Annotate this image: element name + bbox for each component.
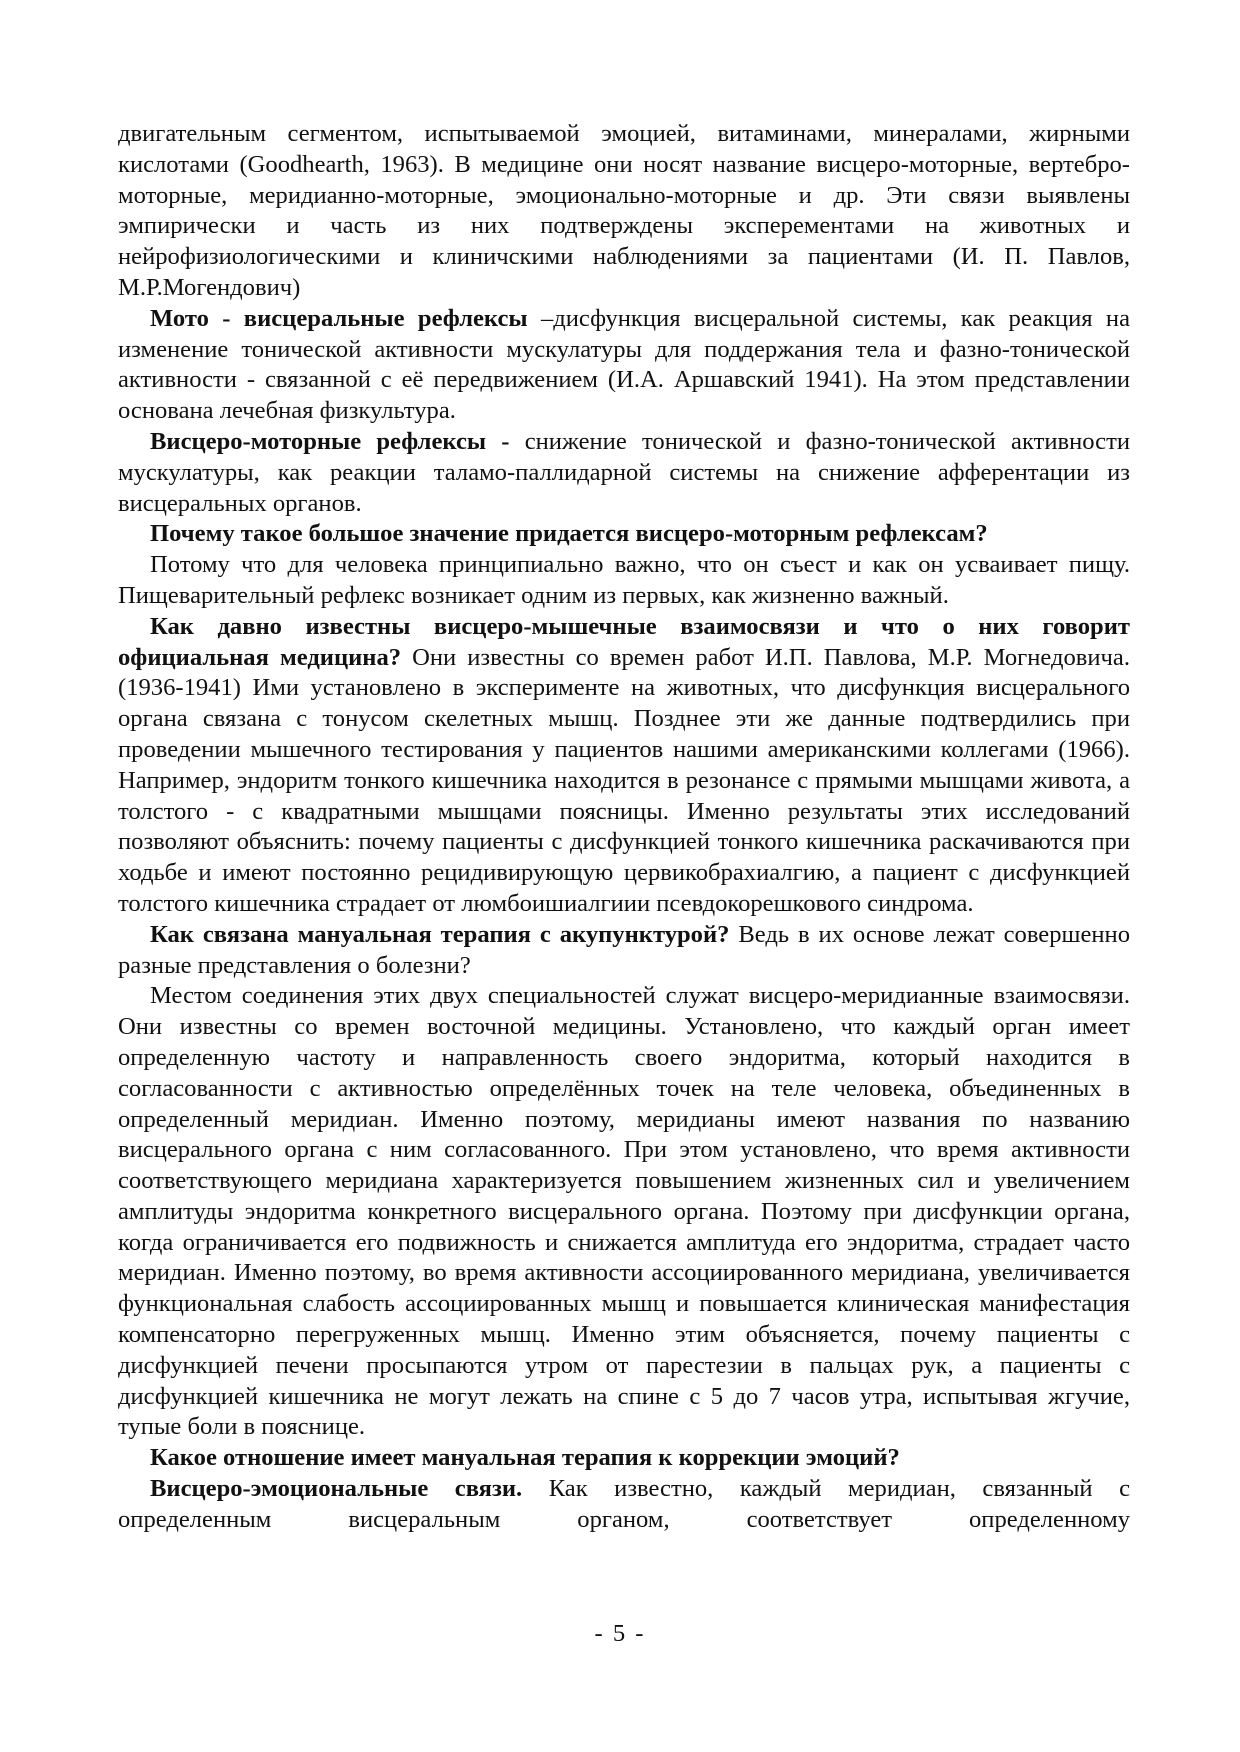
paragraph-text: Как известно, каждый меридиан, связанный с определенным висцеральным органом, соответствует определенному	[118, 1475, 1130, 1533]
term-visceral-emotional: Висцеро-эмоциональные связи.	[150, 1475, 523, 1503]
paragraph-visceral-motor-reflexes	[118, 427, 1130, 519]
paragraph-text: –дисфункция висцеральной системы, как реакция на изменение тонической активности мускулатуры для поддержания тела и фазно-тонической активности - связанной с её передвижением (И.А. Аршавский 1941). На этом представлении основана лечебная физкультура.	[118, 304, 1130, 425]
paragraph-visceral-muscle-history	[118, 612, 1130, 920]
paragraph-text: снижение тонической и фазно-тонической активности мускулатуры, как реакции таламо-паллидарной системы на снижение афферентации из висцеральных органов.	[118, 427, 1130, 517]
page-body	[118, 119, 1130, 1536]
paragraph-answer-importance: Потому что для человека принципиально важно, что он съест и как он усваивает пищу. Пищеварительный рефлекс возникает одним из первых, как жизненно важный.	[118, 551, 1130, 609]
paragraph-text: Ведь в их основе лежат совершенно разные представления о болезни?	[118, 920, 1130, 979]
paragraph-text: Они известны со времен работ И.П. Павлова, М.Р. Могнедовича.(1936-1941) Ими установлено в эксперименте на животных, что дисфункция висцерального органа связана с тонусом скелетных мышц. Позднее эти же данные подтвердились при проведении мышечного тестирования у пациентов нашими американскими коллегами (1966). Например, эндоритм тонкого кишечника находится в резонансе с прямыми мышцами живота, а толстого - с квадратными мышцами поясницы. Именно результаты этих исследований позволяют объяснить: почему пациенты с дисфункцией тонкого кишечника раскачиваются при ходьбе и имеют постоянно рецидивирующую цервикобрахиалгию, а пациент с дисфункцией толстого кишечника страдает от люмбоишиалгиии псевдокорешкового синдрома.	[118, 643, 1130, 917]
term-moto-visceral: Мото - висцеральные рефлексы	[150, 304, 528, 332]
term-visceral-motor: Висцеро-моторные рефлексы -	[150, 427, 510, 455]
question-heading-importance: Почему такое большое значение придается висцеро-моторным рефлексам?	[150, 520, 988, 548]
paragraph-moto-visceral-reflexes	[118, 304, 1130, 427]
paragraph-manual-therapy-acupuncture	[118, 920, 1130, 982]
paragraph-visceral-emotional	[118, 1474, 1130, 1536]
paragraph-meridian-connections: Местом соединения этих двух специальностей служат висцеро-меридианные взаимосвязи. Они известны со времен восточной медицины. Установлено, что каждый орган имеет определенную частоту и направленность своего эндоритма, который находится в согласованности с активностью определённых точек на теле человека, объединенных в определенный меридиан. Именно поэтому, меридианы имеют названия по названию висцерального органа с ним согласованного. При этом установлено, что время активности соответствующего меридиана характеризуется повышением жизненных сил и увеличением амплитуды эндоритма конкретного висцерального органа. Поэтому при дисфункции органа, когда ограничивается его подвижность и снижается амплитуда его эндоритма, страдает часто меридиан. Именно поэтому, во время активности ассоциированного меридиана, увеличивается функциональная слабость ассоциированных мышц и повышается клиническая манифестация компенсаторно перегруженных мышц. Именно этим объясняется, почему пациенты с дисфункцией печени просыпаются утром от парестезии в пальцах рук, а пациенты с дисфункцией кишечника не могут лежать на спине с 5 до 7 часов утра, испытывая жгучие, тупые боли в пояснице.	[118, 982, 1130, 1441]
paragraph-continuation: двигательным сегментом, испытываемой эмоцией, витаминами, минералами, жирными кислотами (Goodhearth, 1963). В медицине они носят название висцеро-моторные, вертебро-моторные, меридианно-моторные, эмоционально-моторные и др. Эти связи выявлены эмпирически и часть из них подтверждены эксперементами на животных и нейрофизиологическими и клиничскими наблюдениями за пациентами (И. П. Павлов, М.Р.Могендович)	[118, 120, 1130, 301]
question-heading-emotions: Какое отношение имеет мануальная терапия к коррекции эмоций?	[150, 1444, 900, 1472]
question-inline-history: Как давно известны висцеро-мышечные взаимосвязи и что о них говорит официальная медицина?	[118, 612, 1130, 671]
question-inline-acupuncture: Как связана мануальная терапия с акупунктурой?	[150, 920, 730, 948]
page-number: - 5 -	[594, 1620, 646, 1647]
